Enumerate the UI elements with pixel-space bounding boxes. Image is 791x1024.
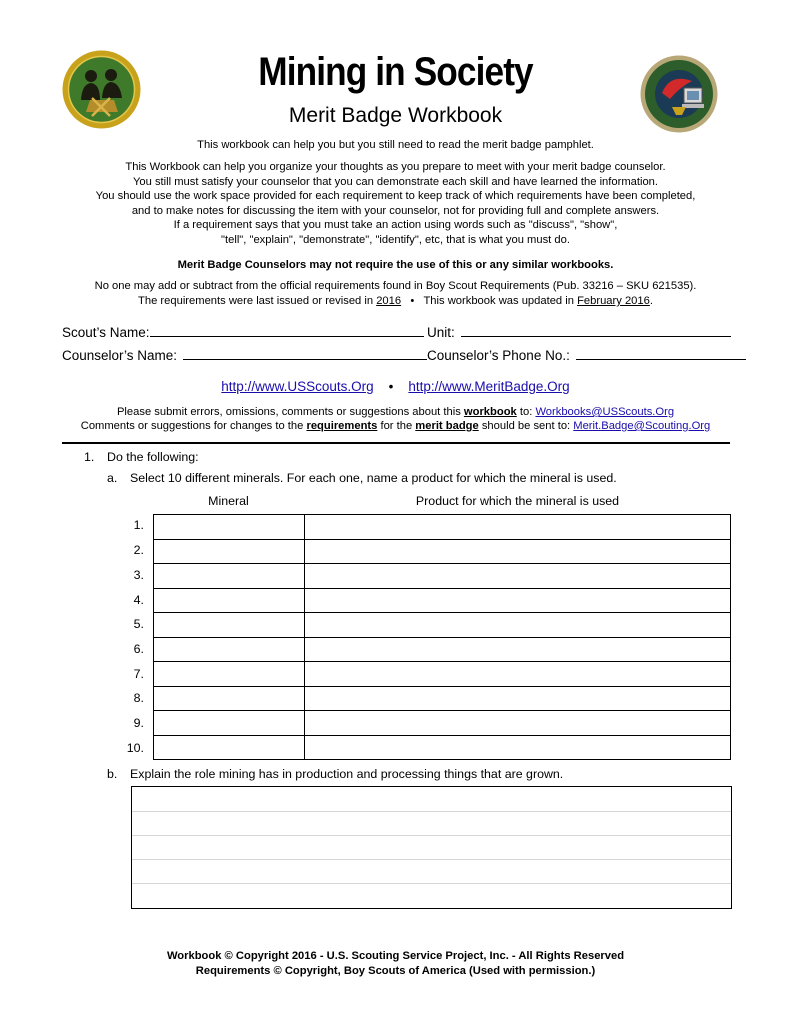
table-row <box>154 613 731 638</box>
table-row <box>154 637 731 662</box>
for-the-text: for the <box>380 420 413 432</box>
website-links <box>0 379 791 394</box>
sent-to-text: should be sent to: <box>481 420 571 432</box>
row-number: 4. <box>133 593 144 607</box>
req-1a-text: Select 10 different minerals. For each one, name a product for which the mineral is used. <box>130 471 617 485</box>
scout-name-field[interactable] <box>62 324 424 340</box>
row-number: 6. <box>133 642 144 656</box>
bullet: • <box>410 295 415 307</box>
counselor-phone-label: Counselor’s Phone No.: <box>427 348 570 363</box>
intro-line: If a requirement says that you must take an action using words such as "discuss", "show", <box>173 219 618 232</box>
table-row <box>154 588 731 613</box>
req-1-number: 1. <box>84 450 95 464</box>
product-cell[interactable] <box>305 613 731 638</box>
mineral-cell[interactable] <box>154 711 305 736</box>
mineral-cell[interactable] <box>154 539 305 564</box>
submit-line-1 <box>0 405 791 420</box>
intro-line: You still must satisfy your counselor that you can demonstrate each skill and have learned the information. <box>132 175 659 188</box>
product-cell[interactable] <box>305 711 731 736</box>
answer-line <box>132 883 731 884</box>
footer-copyright-1: Workbook © Copyright 2016 - U.S. Scouting Service Project, Inc. - All Rights Reserved <box>166 950 625 962</box>
scout-name-line[interactable] <box>150 324 424 337</box>
updated-prefix: This workbook was updated in <box>423 295 574 307</box>
requirements-word: requirements <box>306 420 378 432</box>
product-cell[interactable] <box>305 588 731 613</box>
counselor-name-line[interactable] <box>183 347 427 360</box>
table-row <box>154 711 731 736</box>
comments-text: Comments or suggestions for changes to the <box>80 420 304 432</box>
table-row <box>154 515 731 540</box>
intro-line: This Workbook can help you organize your thoughts as you prepare to meet with your merit badge counselor. <box>125 161 666 173</box>
product-cell[interactable] <box>305 637 731 662</box>
intro-line: You should use the work space provided for each requirement to keep track of which requirements have been completed, <box>95 190 696 203</box>
counselor-name-field[interactable] <box>62 347 427 363</box>
answer-line <box>132 835 731 836</box>
answer-line <box>132 811 731 812</box>
official-requirements-note: No one may add or subtract from the official requirements found in Boy Scout Requirements (Pub. 33216 – SKU 621535). <box>94 280 697 292</box>
product-cell[interactable] <box>305 539 731 564</box>
mineral-cell[interactable] <box>154 686 305 711</box>
req-1b-text: Explain the role mining has in production and processing things that are grown. <box>130 767 564 781</box>
unit-label: Unit: <box>427 325 455 340</box>
minerals-table <box>153 514 731 760</box>
submit-line-2 <box>0 419 791 434</box>
product-column-header: Product for which the mineral is used <box>415 494 620 508</box>
row-number: 1. <box>133 518 144 532</box>
answer-box[interactable] <box>131 786 732 909</box>
unit-line[interactable] <box>461 324 731 337</box>
table-row <box>154 735 731 760</box>
product-cell[interactable] <box>305 515 731 540</box>
mineral-cell[interactable] <box>154 735 305 760</box>
row-number: 10. <box>126 741 144 755</box>
submit-to: to: <box>519 406 533 418</box>
product-cell[interactable] <box>305 686 731 711</box>
workbook-word: workbook <box>463 406 517 418</box>
issued-year: 2016 <box>376 295 402 307</box>
row-number: 3. <box>133 568 144 582</box>
table-row <box>154 564 731 589</box>
period: . <box>649 295 653 307</box>
link-separator: • <box>388 379 394 394</box>
row-number: 5. <box>133 617 144 631</box>
issued-prefix: The requirements were last issued or revised in <box>138 295 374 307</box>
table-row <box>154 662 731 687</box>
updated-date: February 2016 <box>577 295 650 307</box>
submit-text: Please submit errors, omissions, comments or suggestions about this <box>116 406 461 418</box>
product-cell[interactable] <box>305 735 731 760</box>
row-number: 8. <box>133 691 144 705</box>
req-1-text: Do the following: <box>107 450 199 464</box>
intro-line: and to make notes for discussing the item with your counselor, not for providing full and complete answers. <box>131 204 660 217</box>
product-cell[interactable] <box>305 662 731 687</box>
mineral-cell[interactable] <box>154 662 305 687</box>
row-number: 7. <box>133 667 144 681</box>
merit-badge-email-link[interactable]: Merit.Badge@Scouting.Org <box>573 420 711 432</box>
counselor-phone-field[interactable] <box>427 347 746 363</box>
mineral-cell[interactable] <box>154 564 305 589</box>
mineral-cell[interactable] <box>154 588 305 613</box>
section-divider <box>62 442 730 444</box>
pamphlet-notice: This workbook can help you but you still need to read the merit badge pamphlet. <box>197 139 594 151</box>
page-title: Mining in Society <box>258 50 533 94</box>
mineral-cell[interactable] <box>154 637 305 662</box>
counselor-name-label: Counselor’s Name: <box>62 348 178 363</box>
table-row <box>154 539 731 564</box>
mineral-cell[interactable] <box>154 613 305 638</box>
product-cell[interactable] <box>305 564 731 589</box>
answer-line <box>132 859 731 860</box>
req-1a-label: a. <box>107 471 118 485</box>
mineral-cell[interactable] <box>154 515 305 540</box>
row-number: 2. <box>133 543 144 557</box>
meritbadge-link[interactable]: http://www.MeritBadge.Org <box>408 379 570 394</box>
usscouts-link[interactable]: http://www.USScouts.Org <box>221 379 374 394</box>
counselor-phone-line[interactable] <box>576 347 746 360</box>
revision-line <box>0 294 791 309</box>
mineral-column-header: Mineral <box>208 494 249 508</box>
counselor-warning: Merit Badge Counselors may not require the use of this or any similar workbooks. <box>177 259 614 271</box>
intro-line: "tell", "explain", "demonstrate", "identify", etc, that is what you must do. <box>221 233 570 246</box>
merit-badge-word: merit badge <box>415 420 479 432</box>
page-subtitle: Merit Badge Workbook <box>288 104 503 127</box>
footer-copyright-2: Requirements © Copyright, Boy Scouts of America (Used with permission.) <box>195 965 596 977</box>
intro-paragraph <box>0 160 791 248</box>
scout-name-label: Scout’s Name: <box>62 325 150 340</box>
req-1b-label: b. <box>107 767 118 781</box>
table-row <box>154 686 731 711</box>
unit-field[interactable] <box>427 324 731 340</box>
row-number: 9. <box>133 716 144 730</box>
workbooks-email-link[interactable]: Workbooks@USScouts.Org <box>535 406 675 418</box>
